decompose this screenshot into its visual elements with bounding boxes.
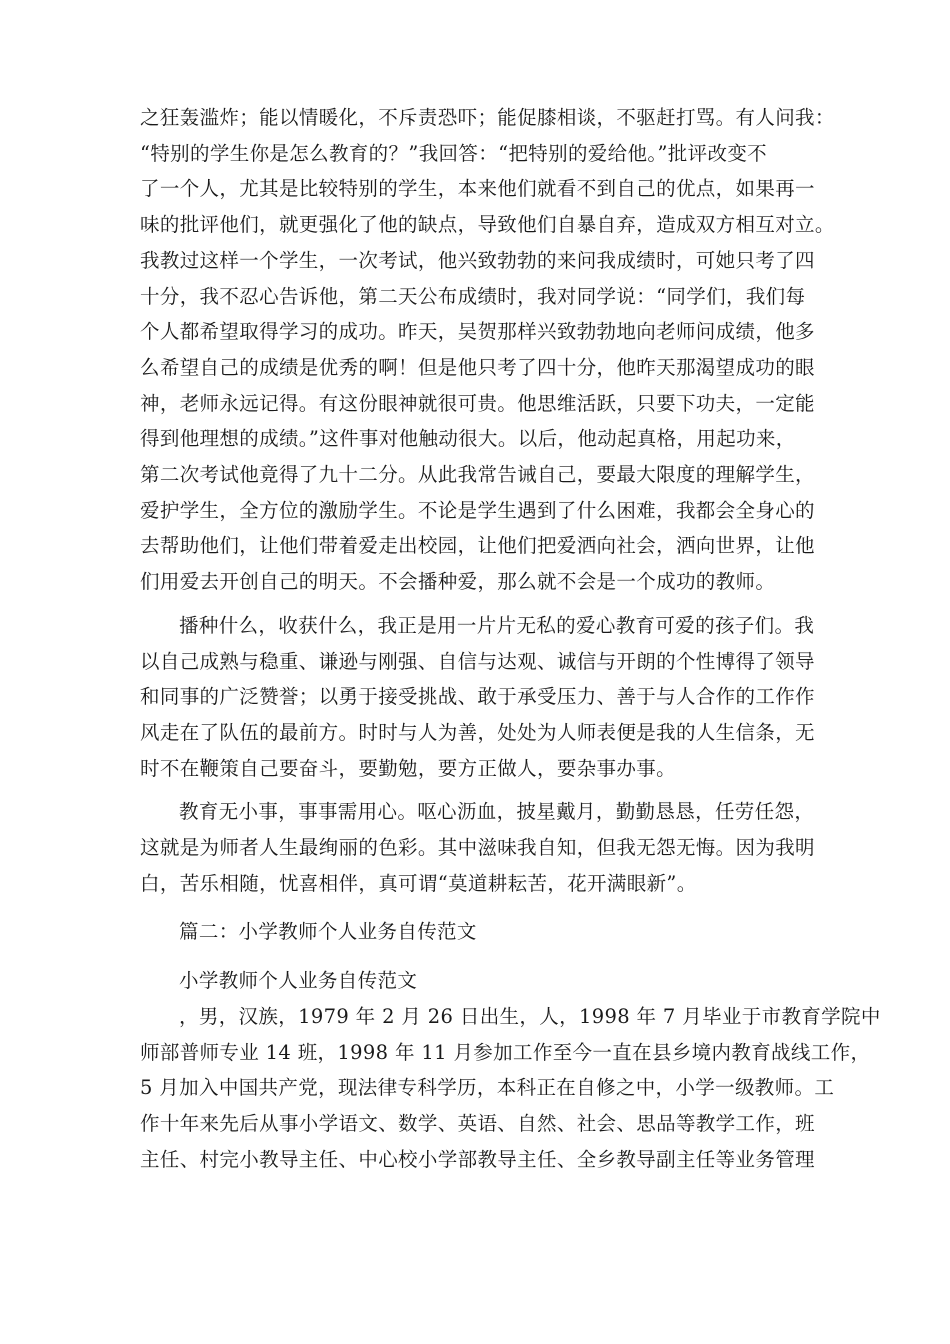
text-line: 个人都希望取得学习的成功。昨天，吴贺那样兴致勃勃地向老师问成绩，他多: [140, 320, 815, 344]
text-line: 以自己成熟与稳重、谦逊与刚强、自信与达观、诚信与开朗的个性博得了领导: [140, 649, 815, 673]
paragraph-6: [140, 999, 881, 1178]
text-line: 和同事的广泛赞誉；以勇于接受挑战、敢于承受压力、善于与人合作的工作作: [140, 685, 815, 709]
text-line: 味的批评他们，就更强化了他的缺点，导致他们自暴自弃，造成双方相互对立。: [140, 213, 835, 237]
text-line: 小学教师个人业务自传范文: [179, 969, 418, 993]
paragraph-1: [140, 100, 835, 600]
text-line: 神，老师永远记得。有这份眼神就很可贵。他思维活跃，只要下功夫，一定能: [140, 391, 815, 415]
text-line: 我教过这样一个学生，一次考试，他兴致勃勃的来问我成绩时，可她只考了四: [140, 248, 815, 272]
text-line: 播种什么，收获什么，我正是用一片片无私的爱心教育可爱的孩子们。我: [179, 613, 815, 637]
text-line: 了一个人，尤其是比较特别的学生，本来他们就看不到自己的优点，如果再一: [140, 177, 815, 201]
text-line: 去帮助他们，让他们带着爱走出校园，让他们把爱洒向社会，洒向世界，让他: [140, 534, 815, 558]
text-line: 十分，我不忍心告诉他，第二天公布成绩时，我对同学说：“同学们，我们每: [140, 284, 806, 308]
text-line: 5 月加入中国共产党，现法律专科学历，本科正在自修之中，小学一级教师。工: [140, 1076, 835, 1100]
text-line: 第二次考试他竟得了九十二分。从此我常告诫自己，要最大限度的理解学生，: [140, 463, 815, 487]
text-line: 们用爱去开创自己的明天。不会播种爱，那么就不会是一个成功的教师。: [140, 570, 776, 594]
text-line: 时不在鞭策自己要奋斗，要勤勉，要方正做人，要杂事办事。: [140, 756, 676, 780]
text-line: 得到他理想的成绩。”这件事对他触动很大。以后，他动起真格，用起功来，: [140, 427, 796, 451]
paragraph-3: [140, 794, 820, 901]
text-line: 之狂轰滥炸；能以情暖化，不斥责恐吓；能促膝相谈，不驱赶打骂。有人问我：: [140, 106, 835, 129]
text-line: “特别的学生你是怎么教育的？”我回答：“把特别的爱给他。”批评改变不: [140, 141, 768, 165]
text-line: 爱护学生，全方位的激励学生。不论是学生遇到了什么困难，我都会全身心的: [140, 498, 815, 522]
document-page: [140, 100, 881, 1177]
text-line: 主任、村完小教导主任、中心校小学部教导主任、全乡教导副主任等业务管理: [140, 1147, 815, 1171]
text-line: 么希望自己的成绩是优秀的啊！但是他只考了四十分，他昨天那渴望成功的眼: [140, 355, 815, 379]
article-title: [140, 963, 820, 999]
text-line: 这就是为师者人生最绚丽的色彩。其中滋味我自知，但我无怨无悔。因为我明: [140, 836, 815, 860]
paragraph-2: [140, 608, 820, 787]
text-line: 作十年来先后从事小学语文、数学、英语、自然、社会、思品等教学工作，班: [140, 1111, 815, 1135]
text-line: 师部普师专业 14 班，1998 年 11 月参加工作至今一直在县乡境内教育战线工作，: [140, 1040, 871, 1064]
text-line: 白，苦乐相随，忧喜相伴，真可谓“莫道耕耘苦，花开满眼新”。: [140, 871, 697, 895]
text-line: ，男，汉族，1979 年 2 月 26 日出生，人，1998 年 7 月毕业于市教育学院中: [179, 1004, 881, 1028]
text-line: 篇二：小学教师个人业务自传范文: [179, 920, 477, 944]
text-line: 教育无小事，事事需用心。呕心沥血，披星戴月，勤勤恳恳，任劳任怨，: [179, 800, 815, 824]
section-heading: [140, 914, 820, 950]
text-line: 风走在了队伍的最前方。时时与人为善，处处为人师表便是我的人生信条，无: [140, 720, 815, 744]
